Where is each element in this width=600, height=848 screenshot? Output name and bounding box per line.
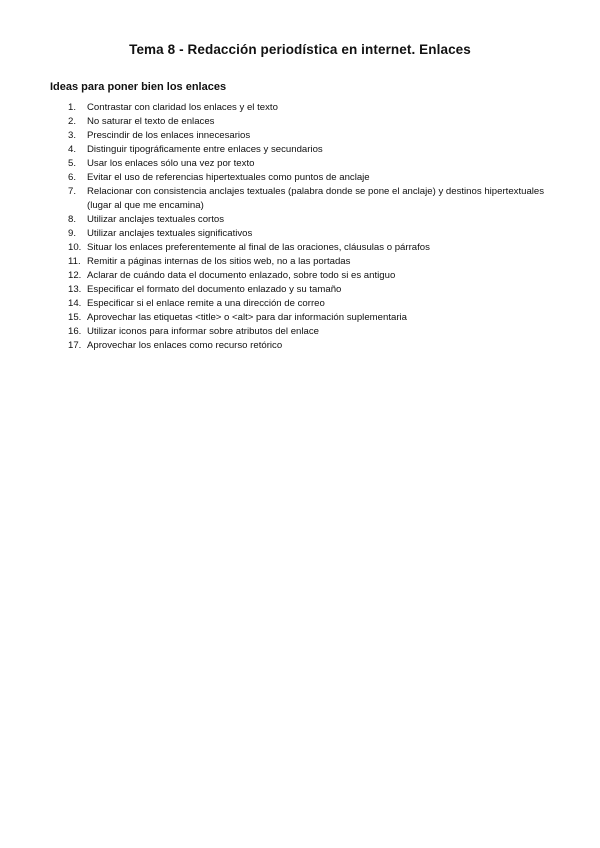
list-item <box>50 115 550 129</box>
list-item-number: 7. <box>68 186 77 197</box>
list-item <box>50 311 550 325</box>
list-item <box>50 101 550 115</box>
list-item <box>50 325 550 339</box>
list-item-text: No saturar el texto de enlaces <box>87 116 215 127</box>
list-item <box>50 185 550 213</box>
list-item-text: Utilizar anclajes textuales significativos <box>87 228 253 239</box>
list-item <box>50 255 550 269</box>
list-item-text: Situar los enlaces preferentemente al final de las oraciones, cláusulas o párrafos <box>87 242 430 253</box>
list-item-text: Remitir a páginas internas de los sitios web, no a las portadas <box>87 256 351 267</box>
list-item-text: Especificar si el enlace remite a una dirección de correo <box>87 298 325 309</box>
list-item-number: 1. <box>68 102 77 113</box>
list-item <box>50 241 550 255</box>
list-item <box>50 297 550 311</box>
list-item-number: 9. <box>68 228 77 239</box>
list-item-number: 15. <box>68 312 82 323</box>
list-item-text: Relacionar con consistencia anclajes textuales (palabra donde se pone el anclaje) y destinos hipertextuales (lugar al que me encamina) <box>87 186 545 211</box>
list-item-text: Distinguir tipográficamente entre enlaces y secundarios <box>87 144 323 155</box>
list-item-number: 2. <box>68 116 77 127</box>
list-item-text: Evitar el uso de referencias hipertextuales como puntos de anclaje <box>87 172 370 183</box>
list-item-number: 16. <box>68 326 82 337</box>
list-item-text: Aprovechar los enlaces como recurso retórico <box>87 340 283 351</box>
list-item-number: 3. <box>68 130 77 141</box>
list-item <box>50 339 550 353</box>
list-item-text: Aclarar de cuándo data el documento enlazado, sobre todo si es antiguo <box>87 270 396 281</box>
list-item-text: Utilizar anclajes textuales cortos <box>87 214 225 225</box>
list-item-text: Especificar el formato del documento enlazado y su tamaño <box>87 284 342 295</box>
list-item-number: 5. <box>68 158 77 169</box>
list-item <box>50 227 550 241</box>
list-item-text: Utilizar iconos para informar sobre atributos del enlace <box>87 326 319 337</box>
list-item-text: Prescindir de los enlaces innecesarios <box>87 130 251 141</box>
list-item <box>50 171 550 185</box>
list-item-number: 14. <box>68 298 82 309</box>
list-item <box>50 269 550 283</box>
list-item-number: 17. <box>68 340 82 351</box>
list-item-number: 11. <box>68 256 81 267</box>
list-item-number: 10. <box>68 242 82 253</box>
list-item-text: Contrastar con claridad los enlaces y el texto <box>87 102 278 113</box>
document-title: Tema 8 - Redacción periodística en internet. Enlaces <box>129 42 471 57</box>
list-item-number: 4. <box>68 144 77 155</box>
list-item-number: 8. <box>68 214 77 225</box>
list-item <box>50 283 550 297</box>
list-item <box>50 213 550 227</box>
list-item <box>50 143 550 157</box>
list-item-number: 6. <box>68 172 77 183</box>
list-item <box>50 157 550 171</box>
list-item-number: 12. <box>68 270 82 281</box>
list-item-text: Aprovechar las etiquetas <title> o <alt> para dar información suplementaria <box>87 312 407 323</box>
section-heading: Ideas para poner bien los enlaces <box>50 81 227 93</box>
list-item <box>50 129 550 143</box>
ideas-list <box>50 101 550 353</box>
list-item-number: 13. <box>68 284 82 295</box>
list-item-text: Usar los enlaces sólo una vez por texto <box>87 158 255 169</box>
